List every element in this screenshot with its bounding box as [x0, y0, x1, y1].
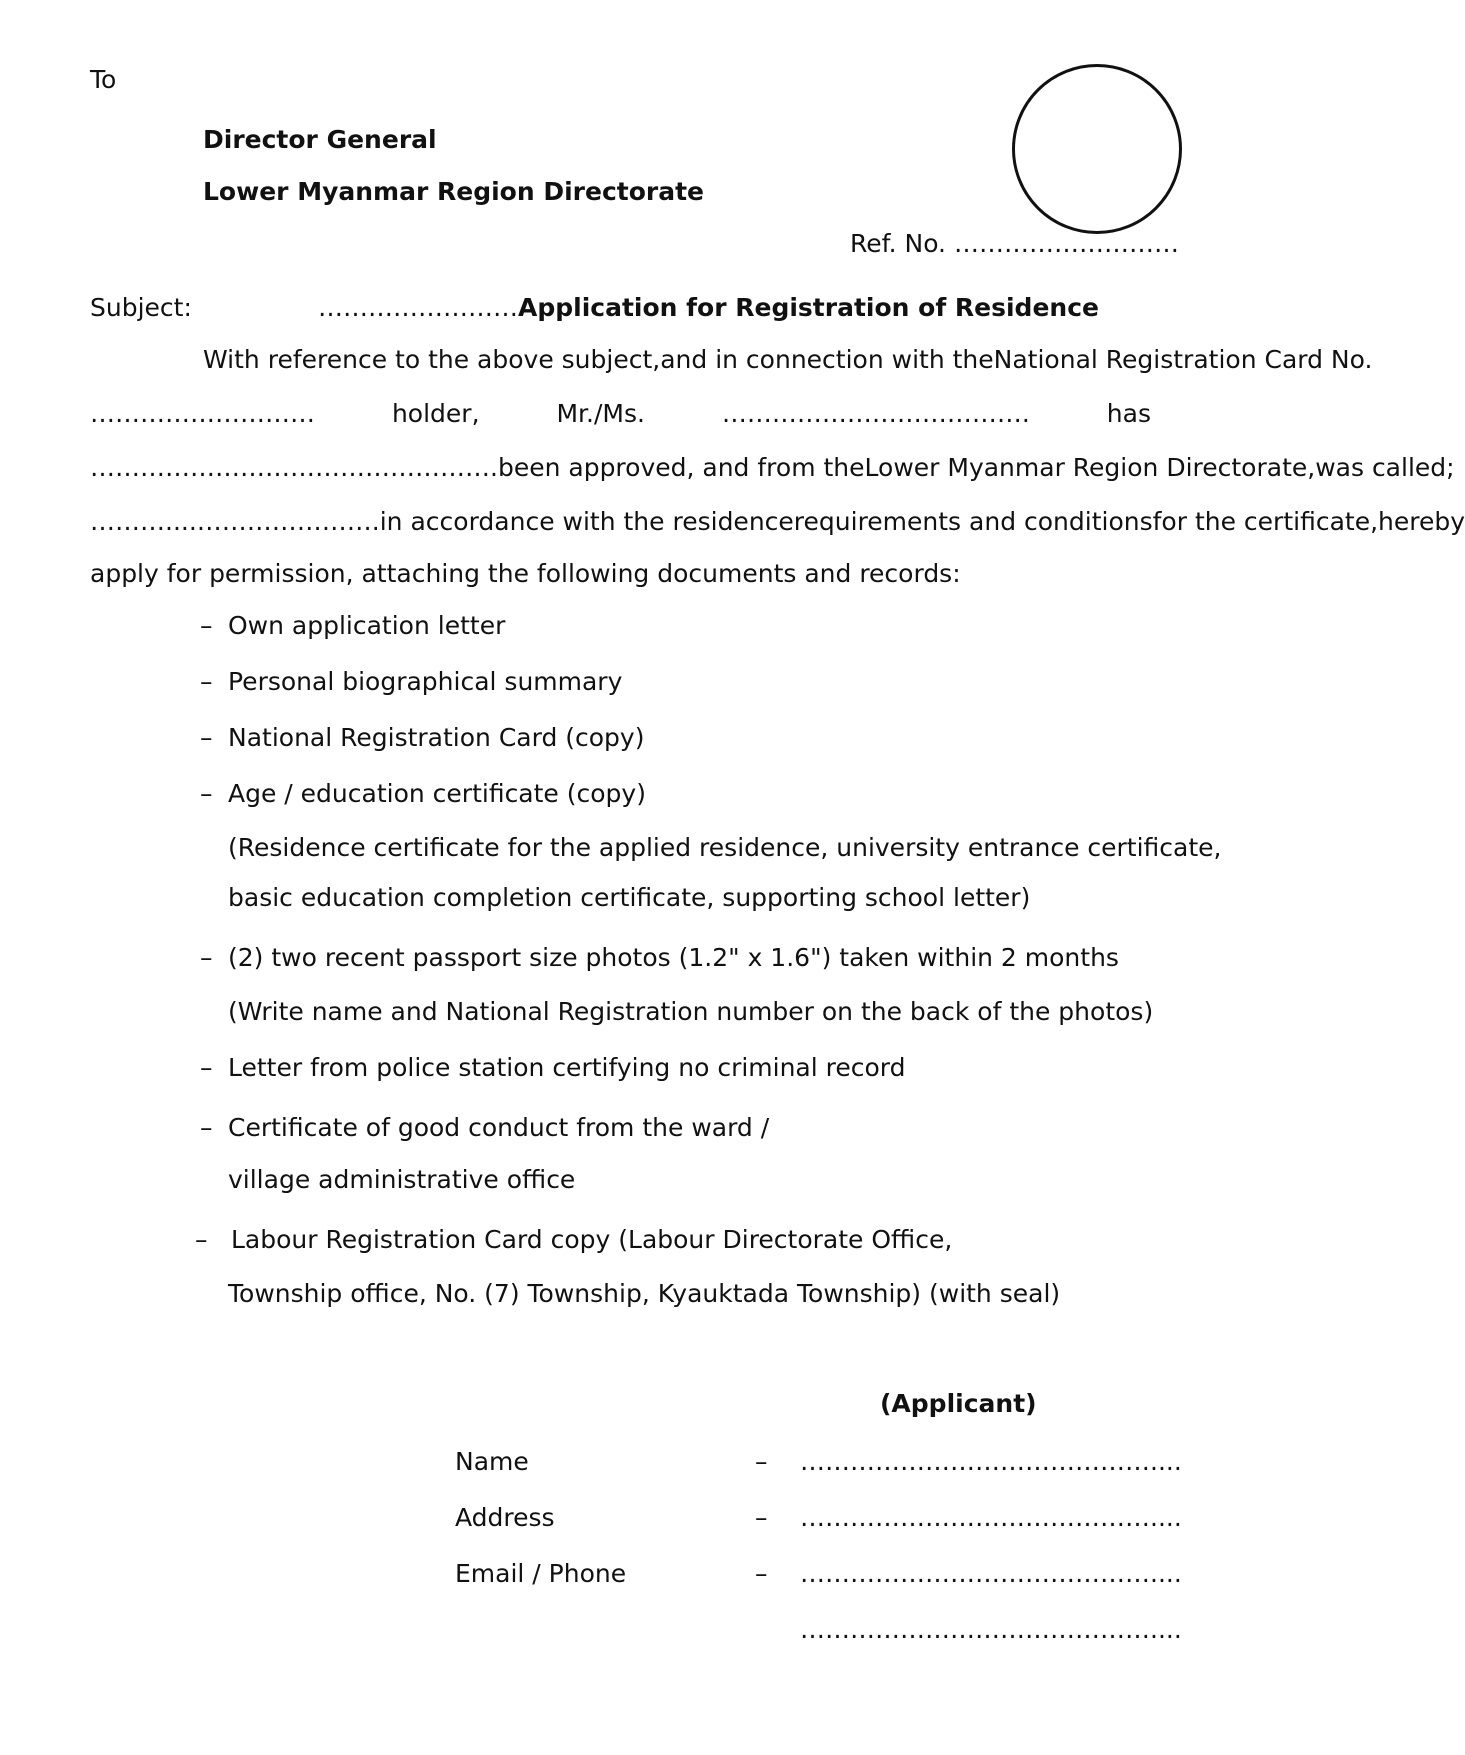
field-label: [455, 1608, 755, 1652]
paragraph-text: Lower Myanmar Region Directorate,: [864, 453, 1316, 482]
blank-dots: ………....………………….: [90, 507, 380, 536]
field-dash: –: [755, 1559, 768, 1588]
paragraph-text: has: [1106, 399, 1151, 428]
field-label: Name: [455, 1447, 529, 1476]
recipient-title: Director General: [203, 125, 437, 154]
list-item: – Own application letter: [200, 611, 506, 640]
field-blank: ……………………………………....: [800, 1503, 1182, 1532]
signature-row-contact: [455, 1552, 1182, 1596]
list-item-note: village administrative office: [228, 1165, 576, 1194]
subject-line: [318, 286, 1099, 330]
to-label: To: [90, 65, 117, 94]
paragraph-text: and in connection with the: [660, 345, 994, 374]
paragraph-text: With reference to the above subject,: [203, 345, 661, 374]
recipient-office: Lower Myanmar Region Directorate: [203, 177, 704, 206]
reference-number: [850, 222, 1179, 266]
applicant-heading: (Applicant): [880, 1389, 1037, 1418]
paragraph-text: National Registration Card No.: [993, 345, 1373, 374]
field-blank: ……………………………………....: [800, 1559, 1182, 1588]
list-item-text: Personal biographical summary: [228, 667, 623, 696]
paragraph-text: requirements and conditions: [793, 507, 1153, 536]
reference-dots: ………………………: [953, 229, 1179, 258]
signature-row-extra: [455, 1608, 1182, 1652]
paragraph-text: holder,: [391, 399, 480, 428]
list-item-text: National Registration Card (copy): [228, 723, 645, 752]
field-dash: [755, 1608, 800, 1652]
paragraph-text: been approved, and from the: [497, 453, 865, 482]
paragraph-line-1: [203, 338, 1373, 382]
paragraph-text: Mr./Ms.: [556, 399, 645, 428]
list-item: – National Registration Card (copy): [200, 723, 645, 752]
list-item-note: (Write name and National Registration number on the back of the photos): [228, 997, 1154, 1026]
list-item: – (2) two recent passport size photos (1.2" x 1.6") taken within 2 months: [200, 943, 1119, 972]
list-item-text: (2) two recent passport size photos (1.2" x 1.6") taken within 2 months: [228, 943, 1119, 972]
signature-row-address: [455, 1496, 1182, 1540]
list-item-text: Letter from police station certifying no criminal record: [228, 1053, 906, 1082]
paragraph-text: for the certificate,: [1152, 507, 1379, 536]
paragraph-text: hereby: [1378, 507, 1465, 536]
field-blank: ……………………………………....: [800, 1447, 1182, 1476]
photo-placeholder-circle: [1012, 64, 1182, 234]
list-item: – Labour Registration Card copy (Labour Directorate Office,: [195, 1225, 953, 1254]
paragraph-text: was called;: [1315, 453, 1455, 482]
blank-dots: ………………………: [90, 399, 315, 428]
list-item-note: basic education completion certificate, supporting school letter): [228, 883, 1031, 912]
list-item-text: Labour Registration Card copy (Labour Directorate Office,: [231, 1225, 953, 1254]
blank-dots: ………………………………………….: [90, 453, 498, 482]
reference-label: Ref. No.: [850, 229, 947, 258]
subject-dots: ……………………: [318, 293, 518, 322]
list-item: – Personal biographical summary: [200, 667, 623, 696]
list-item-text: Age / education certificate (copy): [228, 779, 646, 808]
list-item: – Age / education certificate (copy): [200, 779, 646, 808]
field-dash: –: [755, 1503, 768, 1532]
list-item-note: Township office, No. (7) Township, Kyauktada Township) (with seal): [228, 1279, 1061, 1308]
list-item-note: (Residence certificate for the applied residence, university entrance certificate,: [228, 833, 1222, 862]
paragraph-line-2: [90, 392, 1151, 436]
subject-label: Subject:: [90, 293, 192, 322]
list-item: – Letter from police station certifying no criminal record: [200, 1053, 906, 1082]
field-label: Email / Phone: [455, 1559, 627, 1588]
paragraph-text: in accordance with the residence: [379, 507, 794, 536]
paragraph-line-5: apply for permission, attaching the following documents and records:: [90, 559, 961, 588]
list-item-text: Certificate of good conduct from the ward /: [228, 1113, 770, 1142]
field-label: Address: [455, 1503, 555, 1532]
blank-dots: ……………………………….: [721, 399, 1030, 428]
paragraph-line-3: [90, 446, 1455, 490]
list-item-text: Own application letter: [228, 611, 506, 640]
signature-row-name: [455, 1440, 1182, 1484]
field-blank: ……………………………………....: [800, 1615, 1182, 1644]
list-item: – Certificate of good conduct from the ward /: [200, 1113, 770, 1142]
field-dash: –: [755, 1447, 768, 1476]
paragraph-line-4: [90, 500, 1465, 544]
subject-title: Application for Registration of Residence: [518, 293, 1099, 322]
